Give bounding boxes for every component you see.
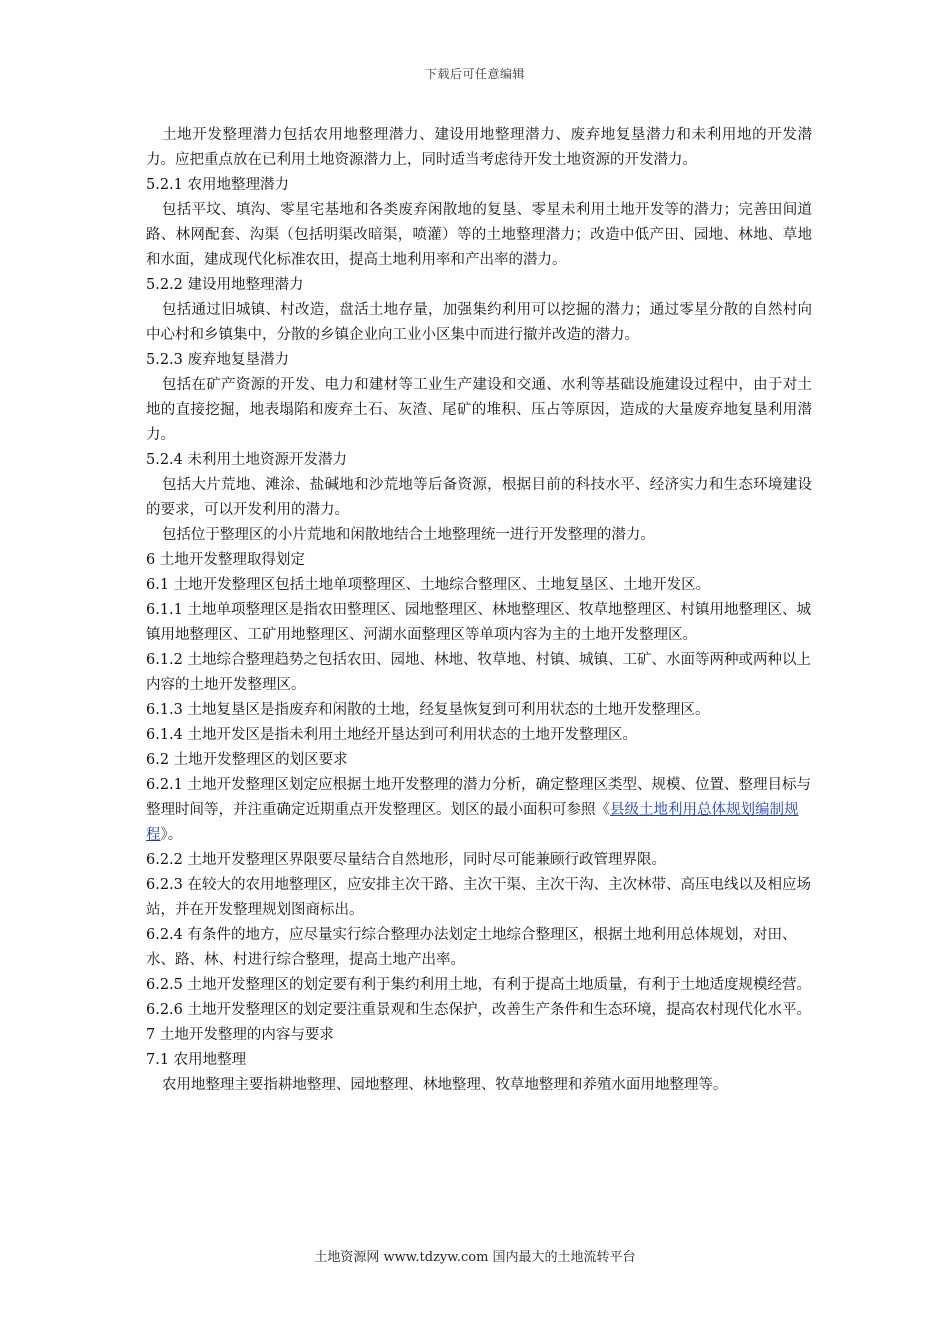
section-heading: 5.2.4 未利用土地资源开发潜力 [146, 452, 348, 468]
section-heading: 6.1.3 土地复垦区是指废弃和闲散的土地，经复垦恢复到可利用状态的土地开发整理区。 [146, 702, 710, 718]
section-heading: 6.2 土地开发整理区的划区要求 [146, 752, 348, 768]
section-heading: 6.1 土地开发整理区包括土地单项整理区、土地综合整理区、土地复垦区、土地开发区。 [146, 577, 711, 593]
section-heading: 5.2.2 建设用地整理潜力 [146, 277, 304, 293]
section-heading: 5.2.3 废弃地复垦潜力 [146, 352, 290, 368]
body-paragraph: 包括通过旧城镇、村改造，盘活土地存量，加强集约利用可以挖掘的潜力；通过零星分散的自然村向中心村和乡镇集中，分散的乡镇企业向工业小区集中而进行撤并改造的潜力。 [146, 302, 812, 343]
document-reference-link[interactable]: 县级土地利用总体规划编制规程 [146, 802, 799, 843]
page-footer: 土地资源网 www.tdzyw.com 国内最大的土地流转平台 [314, 1250, 636, 1265]
section-heading: 5.2.1 农用地整理潜力 [146, 177, 290, 193]
section-heading: 6.1.4 土地开发区是指未利用土地经开垦达到可利用状态的土地开发整理区。 [146, 727, 638, 743]
section-heading: 6.1.1 土地单项整理区是指农田整理区、园地整理区、林地整理区、牧草地整理区、村镇用地整理区、城镇用地整理区、工矿用地整理区、河湖水面整理区等单项内容为主的土地开发整理区。 [146, 602, 811, 643]
section-heading: 6.2.4 有条件的地方，应尽量实行综合整理办法划定土地综合整理区，根据土地利用总体规划，对田、水、路、林、村进行综合整理，提高土地产出率。 [146, 927, 797, 968]
body-paragraph: 包括在矿产资源的开发、电力和建材等工业生产建设和交通、水利等基础设施建设过程中，由于对土地的直接挖掘，地表塌陷和废弃土石、灰渣、尾矿的堆积、压占等原因，造成的大量废弃地复垦利用潜力。 [146, 377, 812, 443]
section-heading: 6.1.2 土地综合整理趋势之包括农田、园地、林地、牧草地、村镇、城镇、工矿、水面等两种或两种以上内容的土地开发整理区。 [146, 652, 811, 693]
body-paragraph: 包括大片荒地、滩涂、盐碱地和沙荒地等后备资源，根据目前的科技水平、经济实力和生态环境建设的要求，可以开发利用的潜力。 [146, 477, 812, 518]
section-heading: 6 土地开发整理取得划定 [146, 552, 305, 568]
section-heading: 6.2.5 土地开发整理区的划定要有利于集约利用土地，有利于提高土地质量，有利于土地适度规模经营。 [146, 977, 811, 993]
page-header: 下载后可任意编辑 [424, 67, 525, 81]
section-heading: 7 土地开发整理的内容与要求 [146, 1027, 334, 1043]
section-heading: 6.2.2 土地开发整理区界限要尽量结合自然地形，同时尽可能兼顾行政管理界限。 [146, 852, 667, 868]
section-heading: 7.1 农用地整理 [146, 1052, 247, 1068]
section-item-text: 》。 [160, 827, 183, 843]
section-heading: 6.2.6 土地开发整理区的划定要注重景观和生态保护，改善生产条件和生态环境，提高农村现代化水平。 [146, 1002, 811, 1018]
body-paragraph: 土地开发整理潜力包括农用地整理潜力、建设用地整理潜力、废弃地复垦潜力和未利用地的开发潜力。应把重点放在已利用土地资源潜力上，同时适当考虑待开发土地资源的开发潜力。 [146, 127, 812, 168]
body-paragraph: 农用地整理主要指耕地整理、园地整理、林地整理、牧草地整理和养殖水面用地整理等。 [161, 1077, 728, 1093]
section-heading: 6.2.3 在较大的农用地整理区，应安排主次干路、主次干渠、主次干沟、主次林带、高压电线以及相应场站，并在开发整理规划图商标出。 [146, 877, 811, 918]
body-paragraph: 包括平坟、填沟、零星宅基地和各类废弃闲散地的复垦、零星未利用土地开发等的潜力；完善田间道路、林网配套、沟渠（包括明渠改暗渠，喷灌）等的土地整理潜力；改造中低产田、园地、林地、草地和水面，建成现代化标准农田，提高土地利用率和产出率的潜力。 [146, 202, 812, 268]
document-body [146, 123, 812, 1098]
body-paragraph: 包括位于整理区的小片荒地和闲散地结合土地整理统一进行开发整理的潜力。 [161, 527, 655, 543]
section-item-with-link [146, 773, 812, 848]
section-item-text: 6.2.1 土地开发整理区划定应根据土地开发整理的潜力分析，确定整理区类型、规模、位置、整理目标与整理时间等，并注重确定近期重点开发整理区。划区的最小面积可参照《 [146, 777, 811, 818]
